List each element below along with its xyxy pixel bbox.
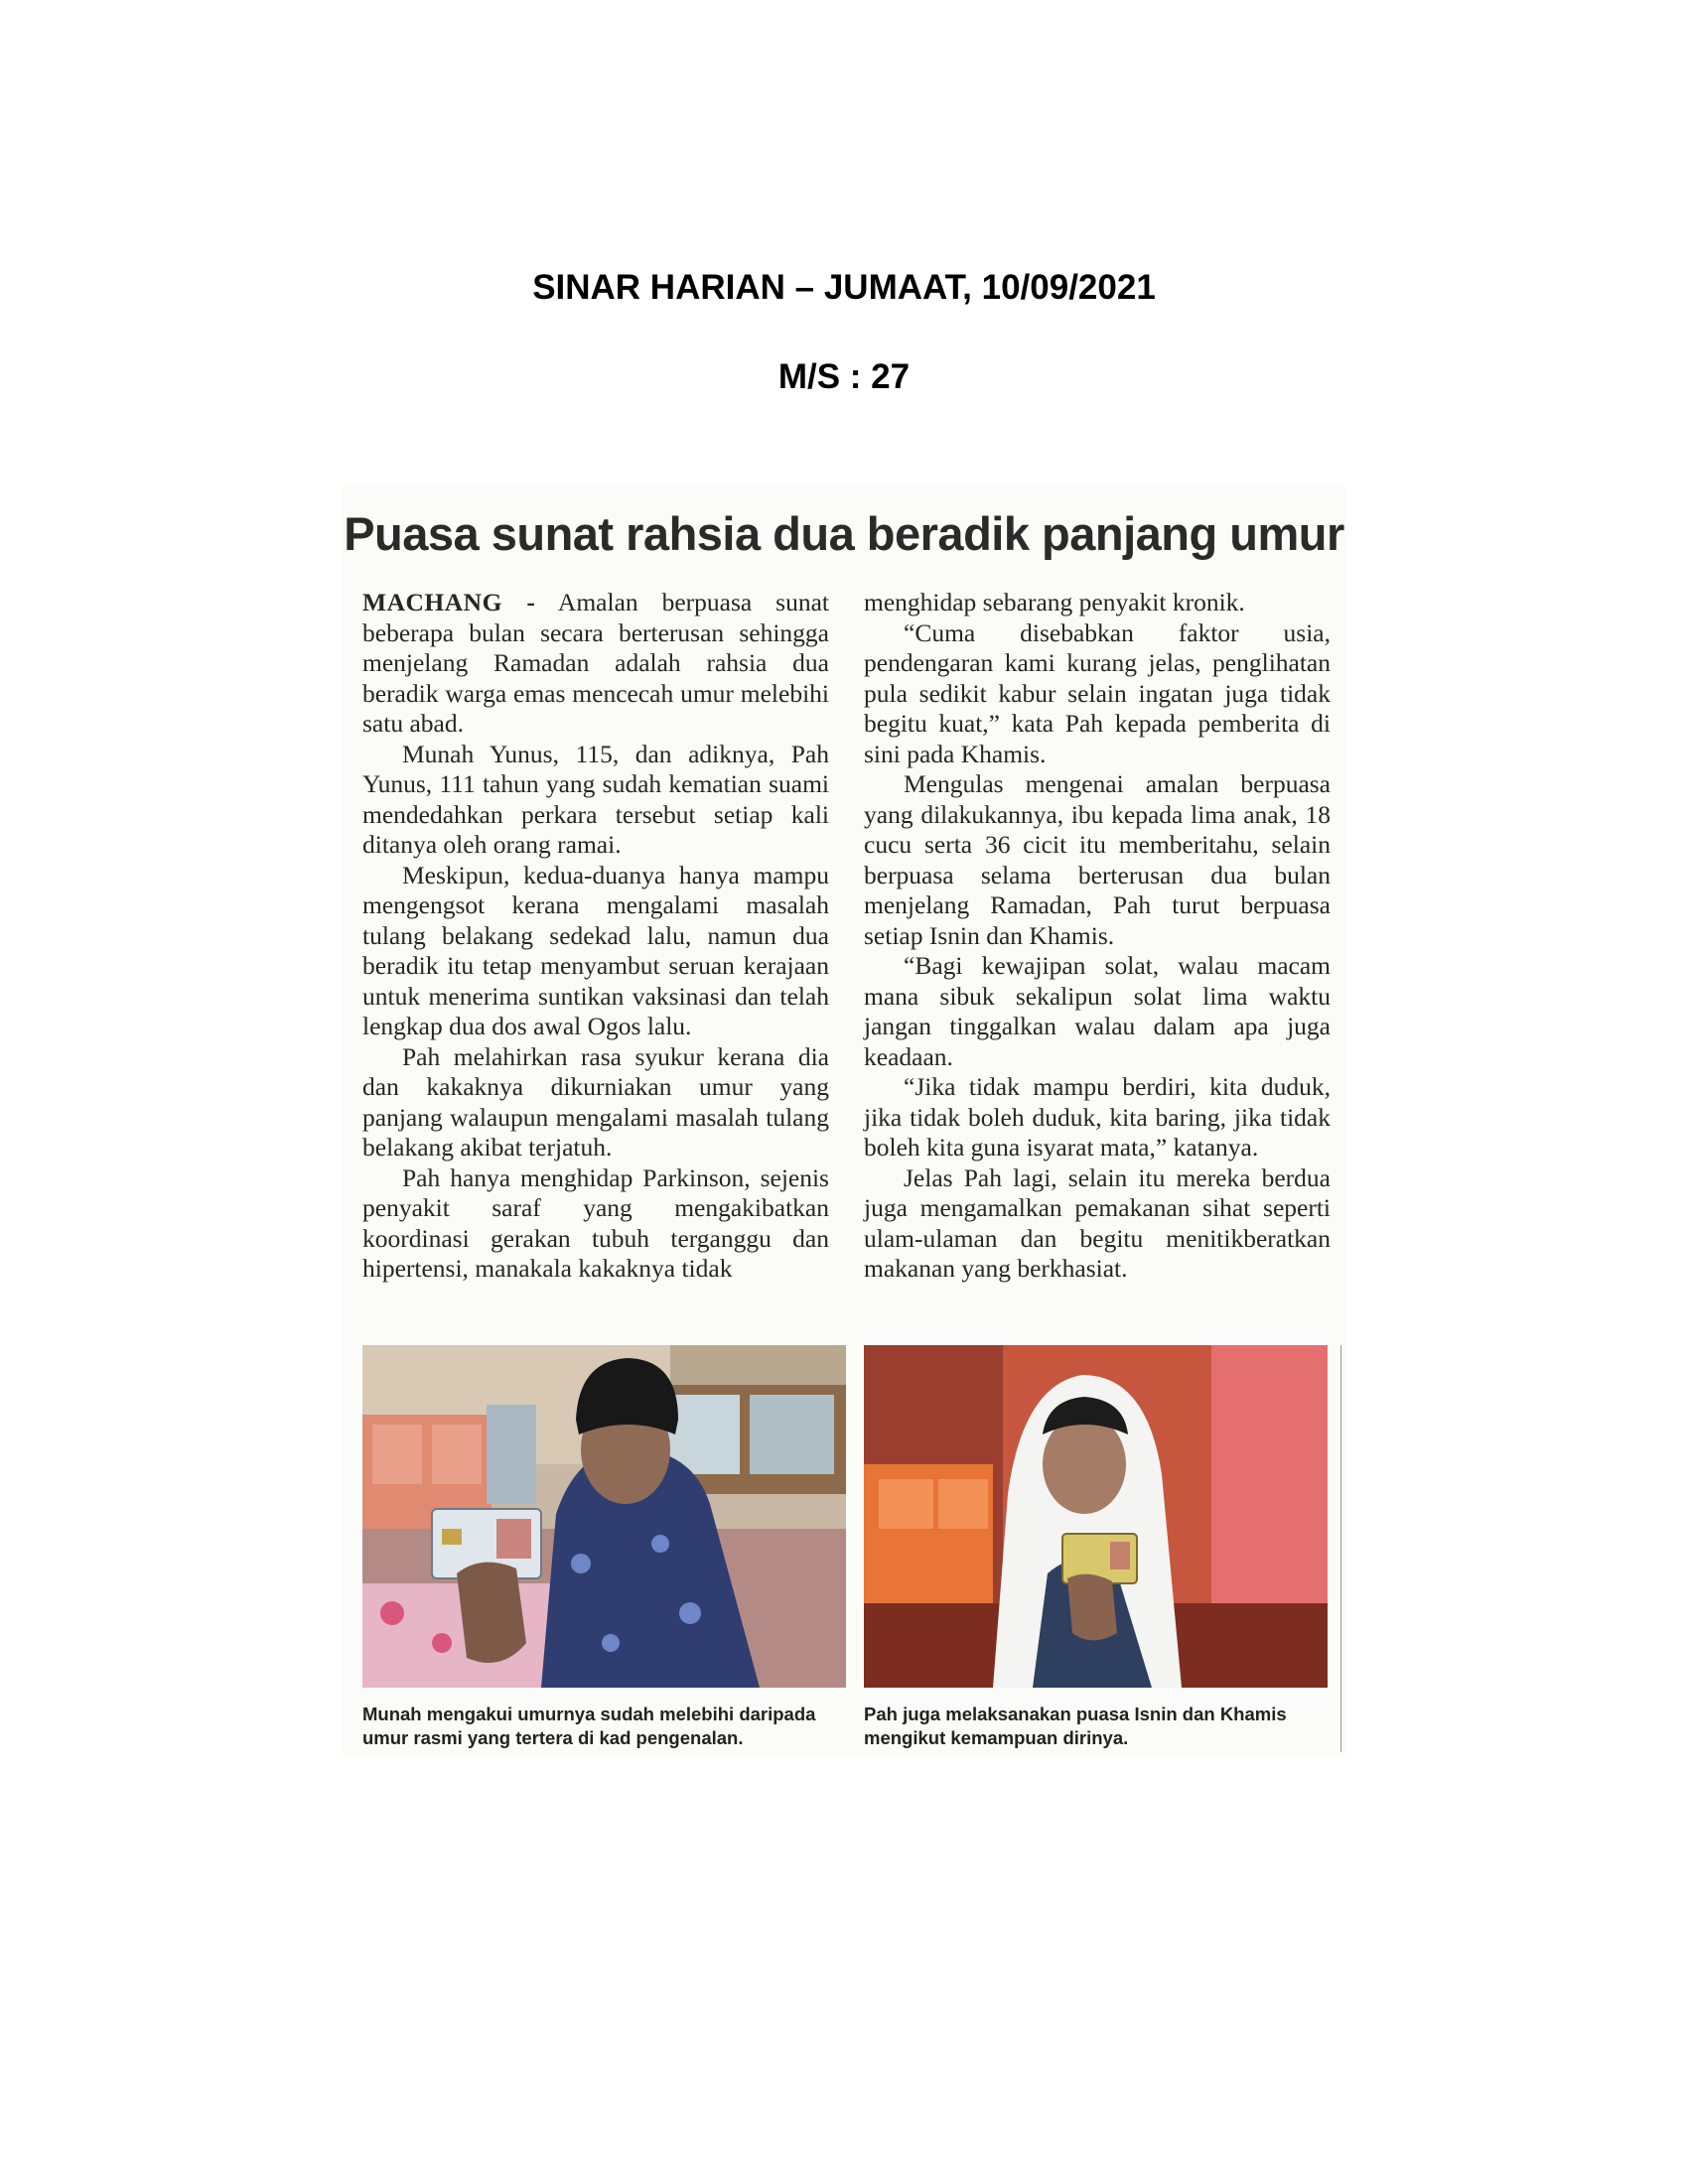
paragraph: Mengulas mengenai amalan berpuasa yang dilakukannya, ibu kepada lima anak, 18 cucu serta 36 cicit itu memberitahu, selain berpuasa selama berterusan dua bulan menjelang Ramadan, Pah turut berpuasa setiap Isnin dan Khamis.: [864, 769, 1331, 950]
photo-munah: [362, 1345, 846, 1688]
column-rule: [1340, 1345, 1341, 1752]
paragraph: [362, 588, 829, 740]
article-column-right: [864, 588, 1331, 1285]
paragraph: Munah Yunus, 115, dan adiknya, Pah Yunus, 111 tahun yang sudah kematian suami mendedahkan perkara tersebut setiap kali ditanya oleh orang ramai.: [362, 739, 829, 859]
paragraph: Pah melahirkan rasa syukur kerana dia dan kakaknya dikurniakan umur yang panjang walaupun mengalami masalah tulang belakang akibat terjatuh.: [362, 1041, 829, 1161]
headline: Puasa sunat rahsia dua beradik panjang umur: [344, 507, 1344, 560]
paragraph: “Bagi kewajipan solat, walau macam mana sibuk sekalipun solat lima waktu jangan tinggalkan walau dalam apa juga keadaan.: [864, 951, 1331, 1071]
paragraph: Pah hanya menghidap Parkinson, sejenis penyakit saraf yang mengakibatkan koordinasi gerakan tubuh terganggu dan hipertensi, manakala kakaknya tidak: [362, 1162, 829, 1283]
paragraph: Jelas Pah lagi, selain itu mereka berdua juga mengamalkan pemakanan sihat seperti ulam-ulaman dan begitu menitikberatkan makanan yang berkhasiat.: [864, 1162, 1331, 1283]
newspaper-clipping: [343, 486, 1345, 1757]
dateline: MACHANG -: [362, 588, 536, 616]
page-number: M/S : 27: [777, 357, 911, 396]
paragraph: “Cuma disebabkan faktor usia, pendengaran kami kurang jelas, penglihatan pula sedikit kabur selain ingatan juga tidak begitu kuat,” kata Pah kepada pemberita di sini pada Khamis.: [864, 617, 1331, 768]
paragraph-text: Amalan berpuasa sunat beberapa bulan secara berterusan sehingga menjelang Ramadan adalah rahsia dua beradik warga emas mencecah umur melebihi satu abad.: [362, 588, 830, 738]
photo-caption-right: Pah juga melaksanakan puasa Isnin dan Khamis mengikut kemampuan dirinya.: [864, 1704, 1287, 1748]
paragraph: Meskipun, kedua-duanya hanya mampu mengengsot kerana mengalami masalah tulang belakang sedekad lalu, namun dua beradik itu tetap menyambut seruan kerajaan untuk menerima suntikan vaksinasi dan telah lengkap dua dos awal Ogos lalu.: [362, 860, 829, 1040]
paragraph: menghidap sebarang penyakit kronik.: [864, 588, 1245, 616]
paragraph: “Jika tidak mampu berdiri, kita duduk, jika tidak boleh duduk, kita baring, jika tidak boleh kita guna isyarat mata,” katanya.: [864, 1072, 1331, 1161]
photo-pah: [864, 1345, 1328, 1688]
publication-line: SINAR HARIAN – JUMAAT, 10/09/2021: [532, 268, 1156, 307]
article-column-left: [362, 588, 829, 1285]
photo-caption-left: Munah mengakui umurnya sudah melebihi daripada umur rasmi yang tertera di kad pengenalan.: [362, 1704, 816, 1748]
